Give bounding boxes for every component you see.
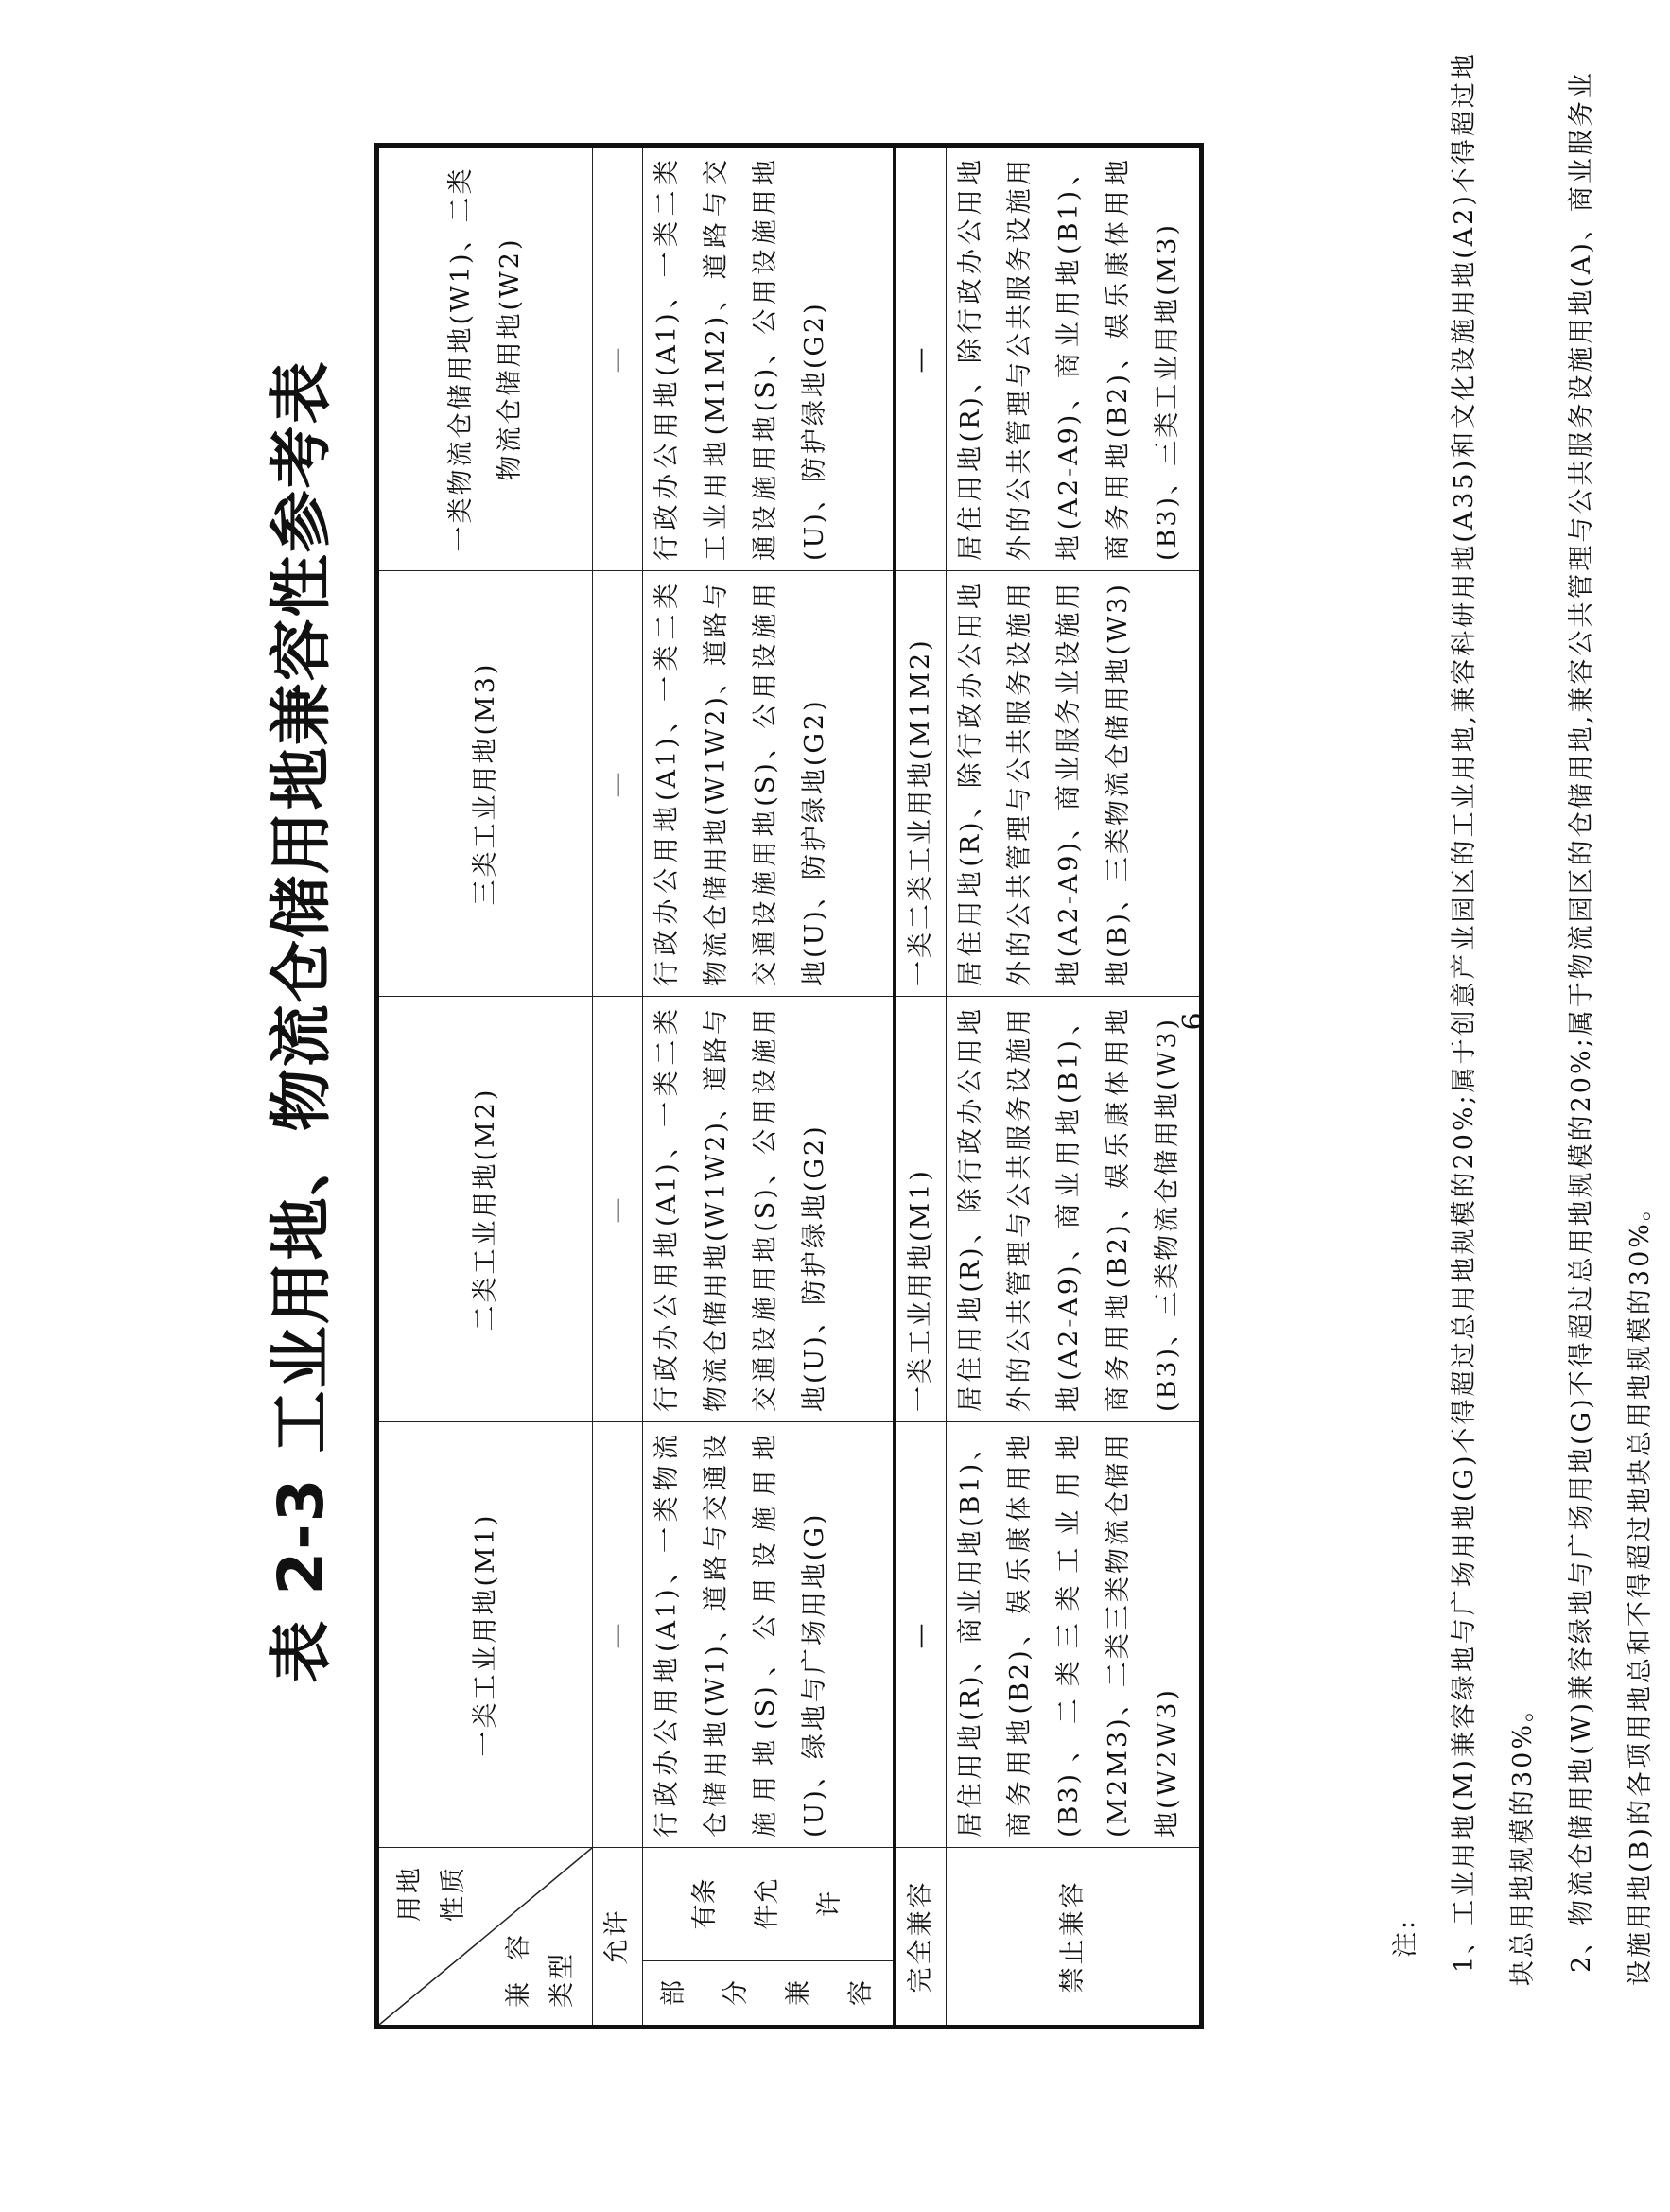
cell-allowed-m3: —	[593, 571, 643, 997]
diagonal-header-cell	[377, 1848, 593, 2028]
cell-allowed-w: —	[593, 146, 643, 571]
row-forbidden	[947, 146, 1202, 2028]
cell-forbidden-m1: 居住用地(R)、商业用地(B1)、商务用地(B2)、娱乐康体用地(B3)、二类三类工业用地(M2M3)、二类三类物流仓储用地(W2W3)	[947, 1422, 1202, 1848]
label-partial	[643, 1961, 896, 2028]
cell-conditional-w: 行政办公用地(A1)、一类二类工业用地(M1M2)、道路与交通设施用地(S)、公用设施用地(U)、防护绿地(G2)	[643, 146, 896, 571]
header-w1w2: 一类物流仓储用地(W1)、二类物流仓储用地(W2)	[377, 146, 593, 571]
cell-full-w: —	[895, 146, 947, 571]
label-full: 完全兼容	[895, 1848, 947, 2028]
header-land-nature: 用地性质	[395, 1865, 468, 1922]
page-number: 6	[1177, 1012, 1210, 1031]
header-compat-type: 兼容类型	[504, 1932, 577, 2008]
cell-full-m2: 一类工业用地(M1)	[895, 997, 947, 1422]
row-conditional	[643, 146, 896, 2028]
notes-section	[1377, 47, 1670, 1986]
notes-heading: 注:	[1391, 1917, 1420, 1958]
cell-conditional-m3: 行政办公用地(A1)、一类二类物流仓储用地(W1W2)、道路与交通设施用地(S)、公用设施用地(U)、防护绿地(G2)	[643, 571, 896, 997]
cell-forbidden-m2: 居住用地(R)、除行政办公用地外的公共管理与公共服务设施用地(A2-A9)、商业用地(B1)、商务用地(B2)、娱乐康体用地(B3)、三类物流仓储用地(W3)	[947, 997, 1202, 1422]
cell-forbidden-m3: 居住用地(R)、除行政办公用地外的公共管理与公共服务设施用地(A2-A9)、商业服务业设施用地(B)、三类物流仓储用地(W3)	[947, 571, 1202, 997]
row-allowed	[593, 146, 643, 2028]
cell-forbidden-w: 居住用地(R)、除行政办公用地外的公共管理与公共服务设施用地(A2-A9)、商业用地(B1)、商务用地(B2)、娱乐康体用地(B3)、三类工业用地(M3)	[947, 146, 1202, 571]
cell-allowed-m1: —	[593, 1422, 643, 1848]
rotated-page-content	[76, 0, 1655, 2043]
compatibility-table	[374, 143, 1204, 2029]
label-partial-text: 部分兼容	[659, 1980, 876, 2006]
label-allowed: 允许	[593, 1848, 643, 2028]
note-item-2: 2、物流仓储用地(W)兼容绿地与广场用地(G)不得超过总用地规模的20%;属于物流园区的仓储用地,兼容公共管理与公共服务设施用地(A)、商业服务业设施用地(B)的各项用地总和不得超过地块总用地规模的30%。	[1567, 70, 1655, 1986]
header-m1: 一类工业用地(M1)	[377, 1422, 593, 1848]
note-item-1: 1、工业用地(M)兼容绿地与广场用地(G)不得超过总用地规模的20%;属于创意产业园区的工业用地,兼容科研用地(A35)和文化设施用地(A2)不得超过地块总用地规模的30%。	[1450, 51, 1538, 1986]
header-m2: 二类工业用地(M2)	[377, 997, 593, 1422]
cell-full-m1: —	[895, 1422, 947, 1848]
cell-conditional-m2: 行政办公用地(A1)、一类二类物流仓储用地(W1W2)、道路与交通设施用地(S)、公用设施用地(U)、防护绿地(G2)	[643, 997, 896, 1422]
cell-conditional-m1: 行政办公用地(A1)、一类物流仓储用地(W1)、道路与交通设施用地(S)、公用设施用地(U)、绿地与广场用地(G)	[643, 1422, 896, 1848]
label-conditional-text: 有条件允许	[690, 1878, 844, 1930]
row-full	[895, 146, 947, 2028]
cell-allowed-m2: —	[593, 997, 643, 1422]
cell-full-m3: 一类二类工业用地(M1M2)	[895, 571, 947, 997]
header-row	[377, 146, 593, 2028]
header-m3: 三类工业用地(M3)	[377, 571, 593, 997]
label-conditional	[643, 1848, 896, 1961]
label-forbidden: 禁止兼容	[947, 1848, 1202, 2028]
table-title: 表 2-3 工业用地、物流仓储用地兼容性参考表	[265, 359, 338, 1683]
